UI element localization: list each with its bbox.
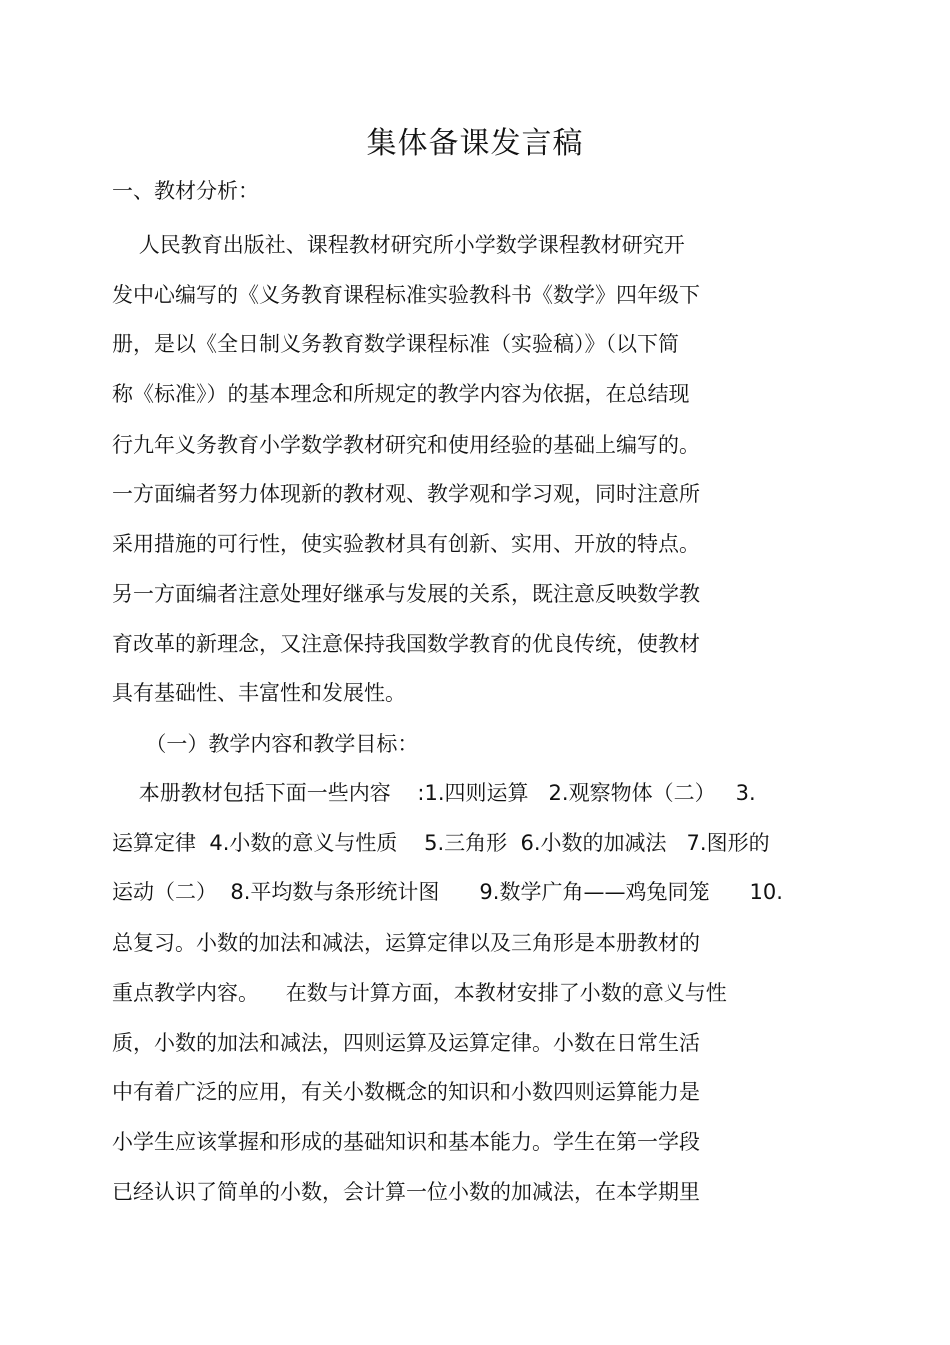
paragraph-line: 本册教材包括下面一些内容 :1.四则运算 2.观察物体（二） 3. <box>112 781 756 805</box>
paragraph-line: 采用措施的可行性，使实验教材具有创新、实用、开放的特点。 <box>112 532 700 556</box>
paragraph-line: 重点教学内容。 在数与计算方面，本教材安排了小数的意义与性 <box>112 981 727 1005</box>
paragraph-line: 行九年义务教育小学数学教材研究和使用经验的基础上编写的。 <box>112 433 700 457</box>
paragraph-line: 发中心编写的《义务教育课程标准实验教科书《数学》四年级下 <box>112 283 700 307</box>
paragraph-line: 中有着广泛的应用，有关小数概念的知识和小数四则运算能力是 <box>112 1080 700 1104</box>
paragraph-line: 另一方面编者注意处理好继承与发展的关系，既注意反映数学教 <box>112 582 700 606</box>
paragraph-line: 一方面编者努力体现新的教材观、教学观和学习观，同时注意所 <box>112 482 700 506</box>
paragraph-line: 称《标准》）的基本理念和所规定的教学内容为依据，在总结现 <box>112 382 690 406</box>
paragraph-line: 已经认识了简单的小数，会计算一位小数的加减法，在本学期里 <box>112 1180 700 1204</box>
paragraph-line: 育改革的新理念，又注意保持我国数学教育的优良传统，使教材 <box>112 632 700 656</box>
paragraph-line: 运动（二） 8.平均数与条形统计图 9.数学广角——鸡兔同笼 10. <box>112 880 783 904</box>
document-title: 集体备课发言稿 <box>366 126 584 161</box>
paragraph-line: 具有基础性、丰富性和发展性。 <box>112 681 406 705</box>
paragraph-line: 册，是以《全日制义务教育数学课程标准（实验稿）》（以下简 <box>112 332 679 356</box>
paragraph-line: 人民教育出版社、课程教材研究所小学数学课程教材研究开 <box>112 233 685 257</box>
paragraph-line: 质，小数的加法和减法，四则运算及运算定律。小数在日常生活 <box>112 1031 700 1055</box>
paragraph-line: 小学生应该掌握和形成的基础知识和基本能力。学生在第一学段 <box>112 1130 700 1154</box>
section-heading: 一、教材分析： <box>112 179 259 203</box>
paragraph-line: 运算定律 4.小数的意义与性质 5.三角形 6.小数的加减法 7.图形的 <box>112 831 770 855</box>
paragraph-line: 总复习。小数的加法和减法，运算定律以及三角形是本册教材的 <box>112 931 700 955</box>
subsection-heading: （一）教学内容和教学目标： <box>112 732 419 756</box>
